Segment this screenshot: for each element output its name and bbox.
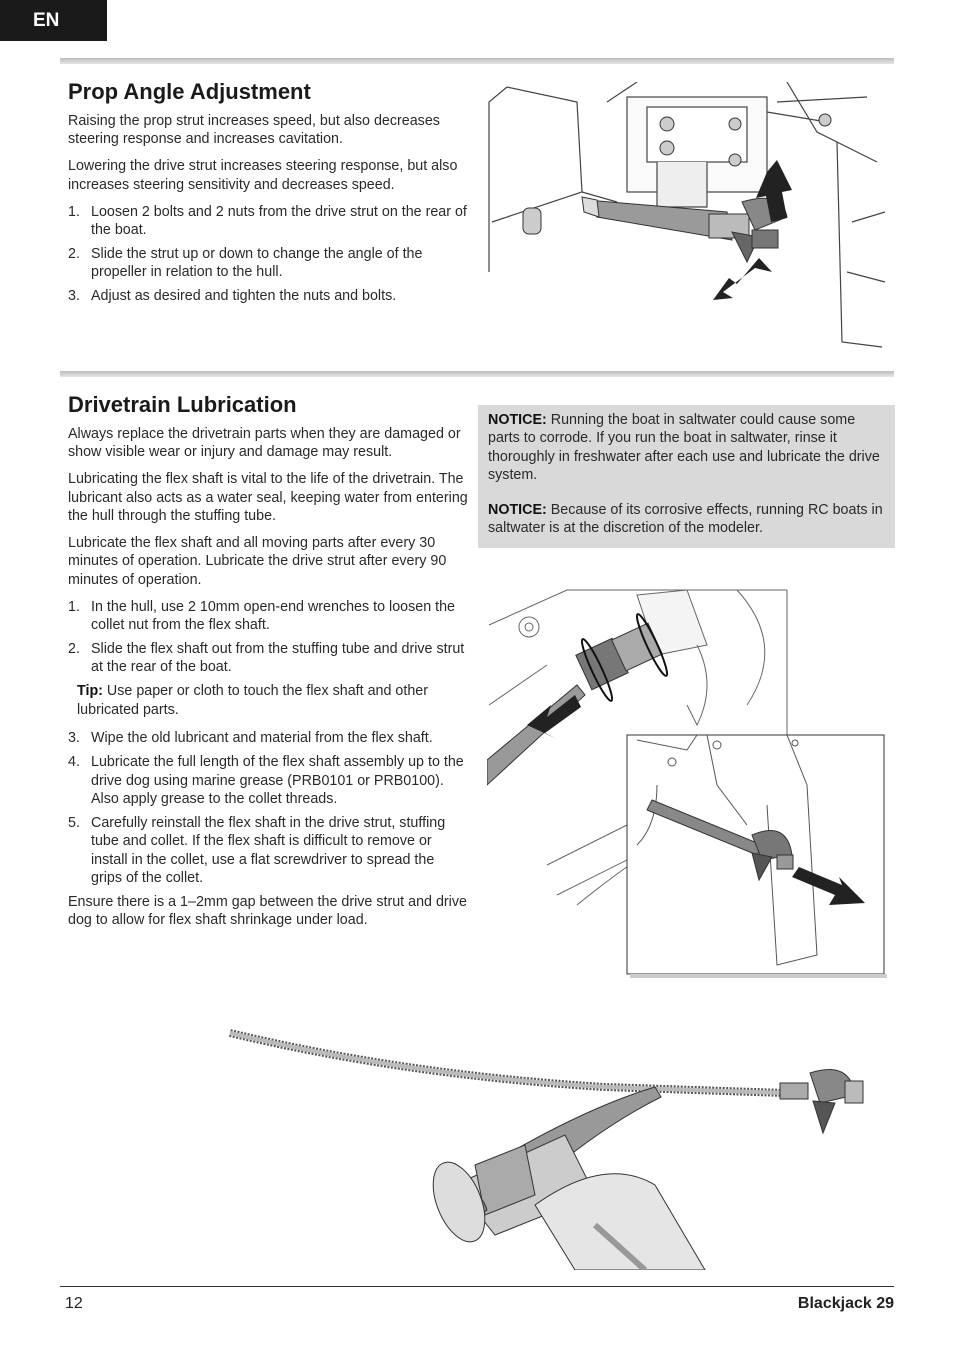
prop-steps-list: [68, 203, 468, 306]
product-name: Blackjack 29: [797, 1295, 894, 1312]
section-divider: [60, 58, 894, 64]
step-number: 1.: [68, 598, 80, 615]
list-item: [68, 203, 468, 240]
footer-divider: [60, 1286, 894, 1287]
step-text: In the hull, use 2 10mm open-end wrenches to loosen the collet nut from the flex shaft.: [91, 598, 456, 634]
tip-text: Use paper or cloth to touch the flex shaft and other lubricated parts.: [77, 683, 429, 718]
notice-saltwater: [488, 411, 885, 485]
drive-strut-illustration: [487, 82, 887, 352]
prop-angle-heading: Prop Angle Adjustment: [68, 79, 311, 104]
drivetrain-lubrication-heading: Drivetrain Lubrication: [68, 392, 297, 417]
step-text: Loosen 2 bolts and 2 nuts from the drive strut on the rear of the boat.: [91, 203, 467, 239]
step-number: 2.: [68, 641, 80, 658]
drivetrain-steps-list-continued: [68, 729, 468, 887]
drivetrain-text: [68, 425, 468, 938]
step-text: Slide the flex shaft out from the stuffing tube and drive strut at the rear of the boat.: [91, 641, 465, 676]
tip-note: [68, 682, 468, 719]
paragraph: Ensure there is a 1–2mm gap between the drive strut and drive dog to allow for flex shaft shrinkage under load.: [68, 893, 467, 929]
list-item: [68, 729, 468, 747]
language-tab: EN: [0, 0, 107, 41]
drivetrain-steps-list: [68, 598, 468, 677]
list-item: [68, 640, 468, 677]
step-number: 2.: [68, 245, 80, 262]
flex-shaft-lubrication-illustration: [225, 1025, 870, 1270]
section-divider: [60, 371, 894, 377]
paragraph: Lubricate the flex shaft and all moving parts after every 30 minutes of operation. Lubricate the drive strut after every 90 minutes of operation.: [68, 535, 447, 588]
list-item: [68, 598, 468, 635]
list-item: [68, 245, 468, 282]
paragraph: Lowering the drive strut increases steering response, but also increases steering sensitivity and decreases speed.: [68, 158, 458, 193]
notice-box: [478, 405, 895, 548]
step-number: 5.: [68, 814, 80, 831]
paragraph: Raising the prop strut increases speed, but also decreases steering response and increases cavitation.: [68, 113, 440, 148]
step-text: Adjust as desired and tighten the nuts and bolts.: [91, 288, 397, 305]
step-number: 4.: [68, 754, 80, 771]
step-text: Carefully reinstall the flex shaft in the drive strut, stuffing tube and collet. If the flex shaft is difficult to remove or install in the collet, use a flat screwdriver to spread the grips of the collet.: [91, 814, 446, 887]
page-number: 12: [65, 1295, 83, 1312]
notice-text: Running the boat in saltwater could cause some parts to corrode. If you run the boat in saltwater, rinse it thoroughly in freshwater after each use and lubricate the drive system.: [488, 412, 880, 484]
step-text: Lubricate the full length of the flex shaft assembly up to the drive dog using marine grease (PRB0101 or PRB0100). Also apply grease to the collet threads.: [91, 754, 464, 807]
tip-label: Tip:: [77, 683, 103, 700]
notice-label: NOTICE:: [488, 501, 547, 518]
paragraph: Always replace the drivetrain parts when they are damaged or show visible wear or injury and damage may result.: [68, 426, 461, 461]
step-number: 3.: [68, 288, 80, 305]
step-number: 1.: [68, 203, 80, 220]
step-text: Slide the strut up or down to change the angle of the propeller in relation to the hull.: [91, 245, 423, 281]
paragraph: Lubricating the flex shaft is vital to the life of the drivetrain. The lubricant also acts as a water seal, keeping water from entering the hull through the stuffing tube.: [68, 471, 468, 525]
notice-corrosion: [488, 501, 885, 538]
list-item: [68, 753, 468, 808]
prop-angle-text: [68, 112, 468, 311]
list-item: [68, 287, 468, 305]
collet-removal-illustration: [487, 585, 887, 980]
notice-text: Because of its corrosive effects, running RC boats in saltwater is at the discretion of the modeler.: [488, 501, 883, 537]
notice-label: NOTICE:: [488, 412, 547, 428]
step-text: Wipe the old lubricant and material from the flex shaft.: [91, 730, 433, 747]
step-number: 3.: [68, 730, 80, 747]
list-item: [68, 814, 468, 888]
